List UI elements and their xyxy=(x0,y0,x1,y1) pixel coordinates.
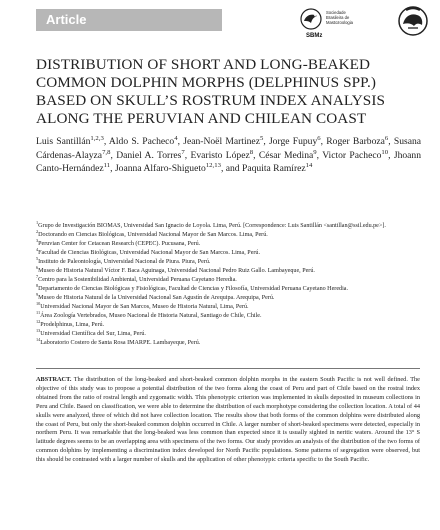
author-affiliation-ref: 7,8 xyxy=(102,148,111,156)
affiliation-text: Museo de Historia Natural Víctor F. Baca Aguinaga, Universidad Nacional Pedro Ruiz Gallo. Lambayeque, Perú. xyxy=(38,268,315,274)
author-affiliation-ref: 7 xyxy=(181,148,185,156)
affiliation-text: Área Zoología Vertebrados, Museo Nacional de Historia Natural, Santiago de Chile, Chile. xyxy=(40,313,262,319)
abstract xyxy=(36,376,420,465)
affiliation-number: 7 xyxy=(36,273,39,279)
affiliation-text: Museo de Historia Natural de la Universidad Nacional San Agustín de Arequipa. Arequipa, Perú. xyxy=(38,295,275,301)
affiliation-item xyxy=(36,300,421,312)
author-name: Jean-Noël Martinez xyxy=(183,136,260,147)
author-affiliation-ref: 10 xyxy=(381,148,389,156)
author-affiliation-ref: 9 xyxy=(313,148,317,156)
affiliation-text: Doctorando en Ciencias Biológicas, Universidad Nacional Mayor de San Marcos. Lima, Perú. xyxy=(38,232,268,238)
journal-header xyxy=(0,0,440,39)
affiliation-number: 4 xyxy=(36,246,39,252)
author-affiliation-ref: 6 xyxy=(384,134,389,142)
affiliation-number: 8 xyxy=(36,282,39,288)
author-name: Susana Cárdenas-Alayza xyxy=(36,136,422,161)
author-affiliation-ref: 5 xyxy=(259,134,264,142)
article-type-label: Article xyxy=(36,9,222,31)
affiliation-text: Instituto de Paleontología, Universidad Nacional de Piura. Piura, Perú. xyxy=(38,259,211,265)
affiliation-number: 11 xyxy=(36,309,41,315)
author-affiliation-ref: 1,2,3 xyxy=(90,134,104,142)
affiliation-item xyxy=(36,336,421,348)
affiliation-text: Peruvian Center for Cetacean Research (CEPEC). Pucusana, Perú. xyxy=(38,241,201,247)
author-affiliation-ref: 4 xyxy=(174,134,178,142)
affiliation-item xyxy=(36,219,421,231)
affiliation-item xyxy=(36,318,421,330)
sbmz-abbrev: SBMz xyxy=(306,33,323,39)
society-name: Sociedade Brasileira de Mastozoologia xyxy=(326,10,354,25)
affiliation-number: 13 xyxy=(36,327,41,333)
article-title: DISTRIBUTION OF SHORT AND LONG-BEAKED COMMON DOLPHIN MORPHS (DELPHINUS SPP.) BASED ON SKULL’S ROSTRUM INDEX ANALYSIS ALONG THE PERUVIAN AND CHILEAN COAST xyxy=(36,56,386,127)
affiliation-number: 6 xyxy=(36,264,39,270)
affiliation-item xyxy=(36,327,421,339)
affiliation-number: 1 xyxy=(36,219,39,225)
author-name: Paquita Ramírez xyxy=(242,163,306,175)
author-name: Jhoann Canto-Hernández xyxy=(36,149,422,175)
affiliation-item xyxy=(36,255,421,267)
affiliation-number: 5 xyxy=(36,255,39,261)
affiliation-text: Facultad de Ciencias Biológicas, Universidad Nacional Mayor de San Marcos. Lima, Perú. xyxy=(38,250,260,256)
sbmz-logo-icon xyxy=(300,8,322,30)
author-affiliation-ref: 8 xyxy=(249,148,254,156)
affiliation-text: Laboratorio Costero de Santa Rosa IMARPE. Lambayeque, Perú. xyxy=(40,340,201,346)
affiliation-item xyxy=(36,309,421,321)
affiliation-list xyxy=(36,219,421,348)
author-affiliation-ref: 12,13 xyxy=(205,162,221,169)
affiliation-text: Prodelphinus, Lima, Perú. xyxy=(40,322,105,328)
affiliation-item xyxy=(36,273,421,285)
author-name: Evaristo López xyxy=(190,149,250,161)
abstract-text: The distribution of the long-beaked and short-beaked common dolphin morphs in the eastern South Pacific is not well defined. The objective of this study was to propose a potential distribution of the two forms along the coast of Peru and part of Chile based on the rostral index obtained from the ratio of rostral length and zygomatic width. This phenotypic criterion was implemented in skulls deposited in museum collections in Peru and Chile. Based on classification, we were able to determine the distribution of each morphotype considering the collection location. A total of 44 skulls were analyzed, three of which did not have collection location. The results show that both forms of the common dolphins were distributed along the coast of Peru, but only the short-beaked common dolphin occurred in Chile. A larger number of short-beaked specimens were detected, especially in northern Peru. It was remarkable that the long-beaked was less common than expected since it is usually sighted in neritic waters. Around the 13° S latitude degrees seems to be an overlapping area with specimens of the two forms. Our study provides an analysis of the distribution of the two forms of common dolphins by implementing a discrimination index developed for North Pacific populations. Some patterns of segregation were observed, but this should be contrasted with a larger number of skulls and the application of other phenotypic criteria specific to the South Pacific. xyxy=(36,376,420,464)
affiliation-number: 2 xyxy=(36,228,39,234)
author-name: Luis Santillán xyxy=(36,136,91,147)
author-list: Luis Santillán$^{1,2,3}$, Aldo S. Pacheco$^4$, Jean-Noël Martinez$^5$, Jorge Fupuy$^6$, Roger Barboza$^6$, Susana Cárdenas-Alayza$^{7,8}$, Daniel A. Torres$^7$, Evaristo López$^8$, César Medina$^9$, Victor Pacheco$^{10}$, Jhoann Canto-Hernández$^{11}$, Joanna Alfaro-Shigueto$^{12,13}$, and Paquita Ramírez$^{14}$ xyxy=(36,134,422,175)
author-affiliation-ref: 11 xyxy=(103,162,111,169)
author-name: Victor Pacheco xyxy=(322,149,382,161)
affiliation-item xyxy=(36,282,421,294)
affiliation-text: Departamento de Ciencias Biológicas y Fisiológicas, Facultad de Ciencias y Filosofía, Universidad Peruana Cayetano Heredia. xyxy=(38,286,348,292)
macn-logo-icon xyxy=(396,4,430,36)
author-name: Aldo S. Pacheco xyxy=(108,136,175,147)
affiliation-text: Universidad Científica del Sur, Lima, Perú. xyxy=(40,331,146,337)
abstract-label: ABSTRACT. xyxy=(36,376,72,383)
affiliation-item xyxy=(36,291,421,303)
affiliation-item xyxy=(36,228,421,240)
affiliation-number: 14 xyxy=(36,336,41,342)
society-logos xyxy=(300,4,430,39)
affiliation-text: Universidad Nacional Mayor de San Marcos, Museo de Historia Natural, Lima, Perú. xyxy=(40,304,249,310)
affiliation-number: 10 xyxy=(36,300,41,306)
affiliation-text: Grupo de Investigación BIOMAS, Universidad San Ignacio de Loyola. Lima, Perú. [Correspondence: Luis Santillán <santillan@ssil.edu.pe>]. xyxy=(38,223,386,229)
affiliation-number: 12 xyxy=(36,318,41,324)
author-name: Joanna Alfaro-Shigueto xyxy=(114,163,206,175)
affiliation-item xyxy=(36,237,421,249)
author-name: Jorge Fupuy xyxy=(268,136,318,147)
author-affiliation-ref: 6 xyxy=(317,134,321,142)
affiliation-text: Centro para la Sostenibilidad Ambiental, Universidad Peruana Cayetano Heredia. xyxy=(38,277,237,283)
author-affiliation-ref: 14 xyxy=(305,162,313,169)
affiliation-item xyxy=(36,246,421,258)
section-divider xyxy=(36,368,420,369)
author-name: César Medina xyxy=(258,149,314,161)
affiliation-item xyxy=(36,264,421,276)
author-name: Daniel A. Torres xyxy=(116,149,182,161)
affiliation-number: 3 xyxy=(36,237,39,243)
affiliation-number: 9 xyxy=(36,291,39,297)
author-name: Roger Barboza xyxy=(326,136,385,147)
